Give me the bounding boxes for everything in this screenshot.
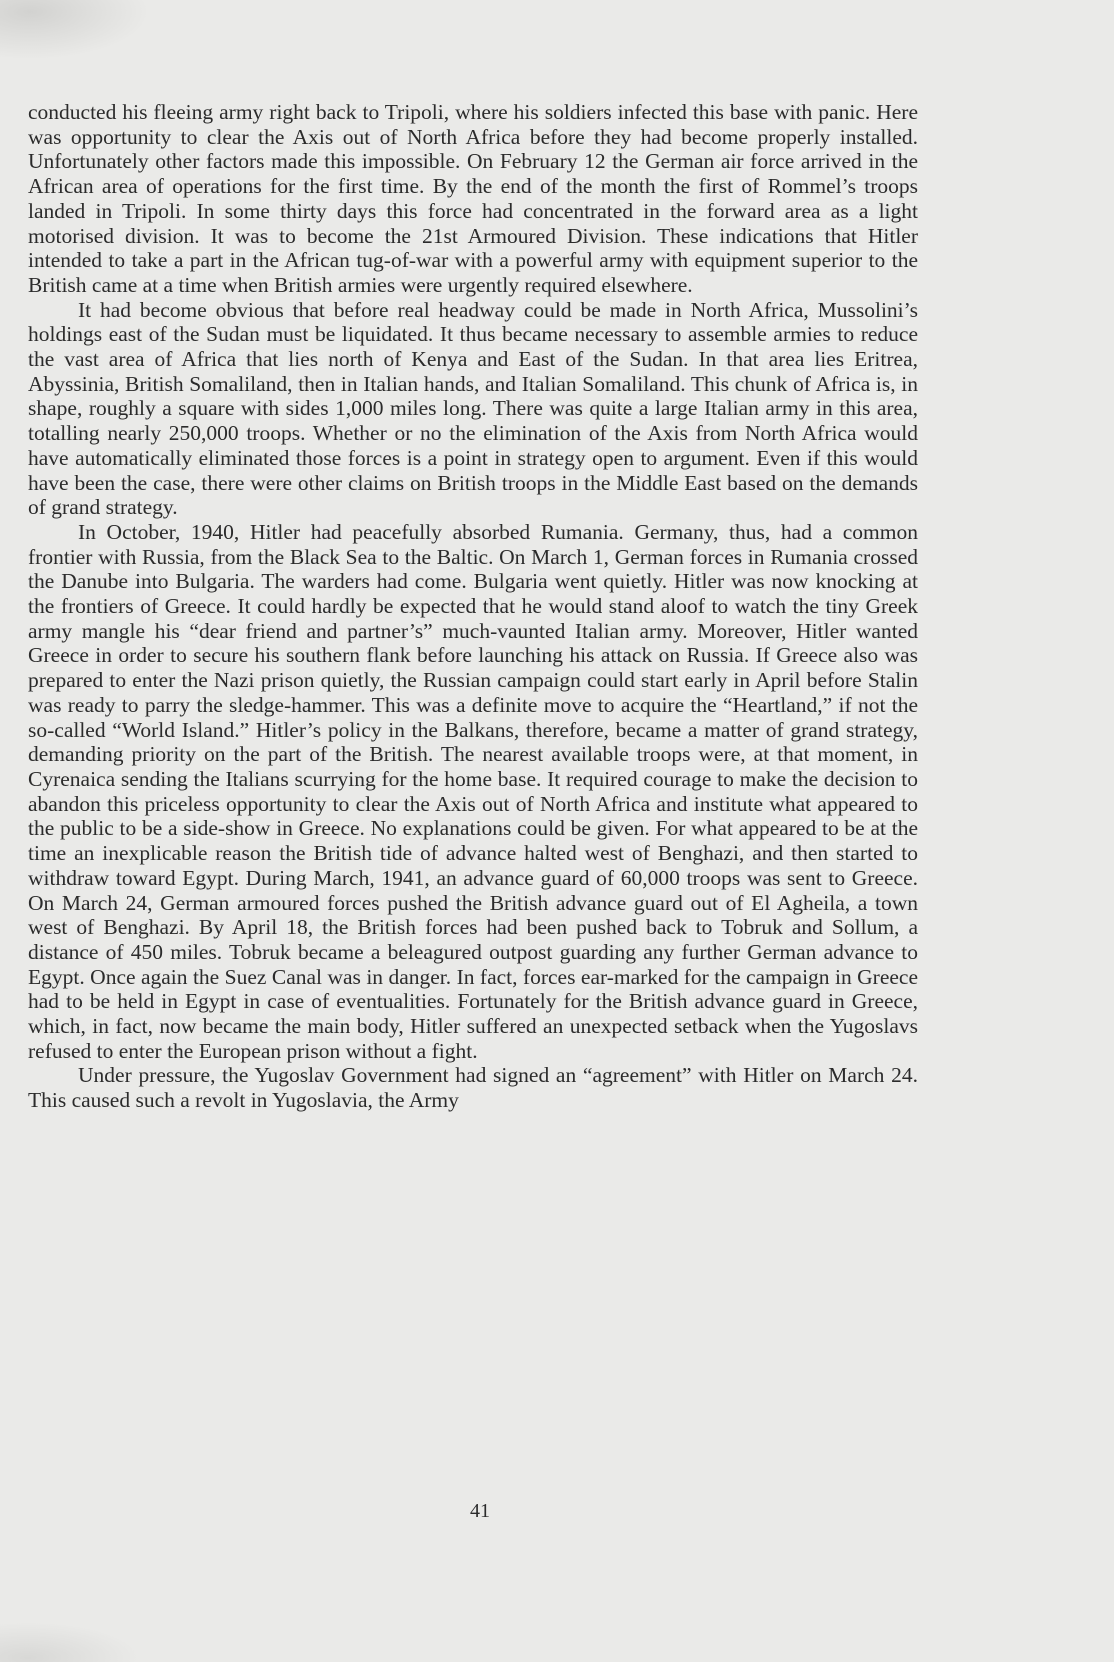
- scan-shadow-bottom: [0, 1622, 140, 1662]
- paragraph-1: conducted his fleeing army right back to Tripoli, where his soldiers infected this base with panic. Here was opportunity to clear the Axis out of North Africa before they had become properly installed. Unfortunately other factors made this impossible. On February 12 the German air force arrived in the African area of operations for the first time. By the end of the month the first of Rommel’s troops landed in Tripoli. In some thirty days this force had concentrated in the forward area as a light motorised division. It was to become the 21st Armoured Division. These indications that Hitler intended to take a part in the African tug-of-war with a powerful army with equipment superior to the British came at a time when British armies were urgently required elsewhere.: [28, 100, 918, 297]
- paragraph-4: Under pressure, the Yugoslav Government had signed an “agreement” with Hitler on March 24. This caused such a revolt in Yugoslavia, the Army: [28, 1063, 918, 1113]
- page-number: 41: [470, 1500, 490, 1522]
- paragraph-3: In October, 1940, Hitler had peacefully absorbed Rumania. Germany, thus, had a common frontier with Russia, from the Black Sea to the Baltic. On March 1, German forces in Rumania crossed the Danube into Bulgaria. The warders had come. Bulgaria went quietly. Hitler was now knocking at the frontiers of Greece. It could hardly be expected that he would stand aloof to watch the tiny Greek army mangle his “dear friend and partner’s” much-vaunted Italian army. Moreover, Hitler wanted Greece in order to secure his southern flank before launching his attack on Russia. If Greece also was prepared to enter the Nazi prison quietly, the Russian campaign could start early in April before Stalin was ready to parry the sledge-hammer. This was a definite move to acquire the “Heartland,” if not the so-called “World Island.” Hitler’s policy in the Balkans, therefore, became a matter of grand strategy, demanding priority on the part of the British. The nearest available troops were, at that moment, in Cyrenaica sending the Italians scurrying for the home base. It required courage to make the decision to abandon this priceless opportunity to clear the Axis out of North Africa and institute what appeared to the public to be a side-show in Greece. No explanations could be given. For what appeared to be at the time an inexplicable reason the British tide of advance halted west of Benghazi, and then started to withdraw toward Egypt. During March, 1941, an advance guard of 60,000 troops was sent to Greece. On March 24, German armoured forces pushed the British advance guard out of El Agheila, a town west of Benghazi. By April 18, the British forces had been pushed back to Tobruk and Sollum, a distance of 450 miles. Tobruk became a beleagured outpost guarding any further German advance to Egypt. Once again the Suez Canal was in danger. In fact, forces ear-marked for the campaign in Greece had to be held in Egypt in case of eventualities. Fortunately for the British advance guard in Greece, which, in fact, now became the main body, Hitler suffered an unexpected setback when the Yugoslavs refused to enter the European prison without a fight.: [28, 519, 918, 1063]
- paragraph-2: It had become obvious that before real headway could be made in North Africa, Mussolini’s holdings east of the Sudan must be liquidated. It thus became necessary to assemble armies to reduce the vast area of Africa that lies north of Kenya and East of the Sudan. In that area lies Eritrea, Abyssinia, British Somaliland, then in Italian hands, and Italian Somaliland. This chunk of Africa is, in shape, roughly a square with sides 1,000 miles long. There was quite a large Italian army in this area, totalling nearly 250,000 troops. Whether or no the elimination of the Axis from North Africa would have automatically eliminated those forces is a point in strategy open to argument. Even if this would have been the case, there were other claims on British troops in the Middle East based on the demands of grand strategy.: [28, 297, 918, 520]
- scan-shadow-top: [0, 0, 150, 60]
- page-text: [28, 100, 918, 1113]
